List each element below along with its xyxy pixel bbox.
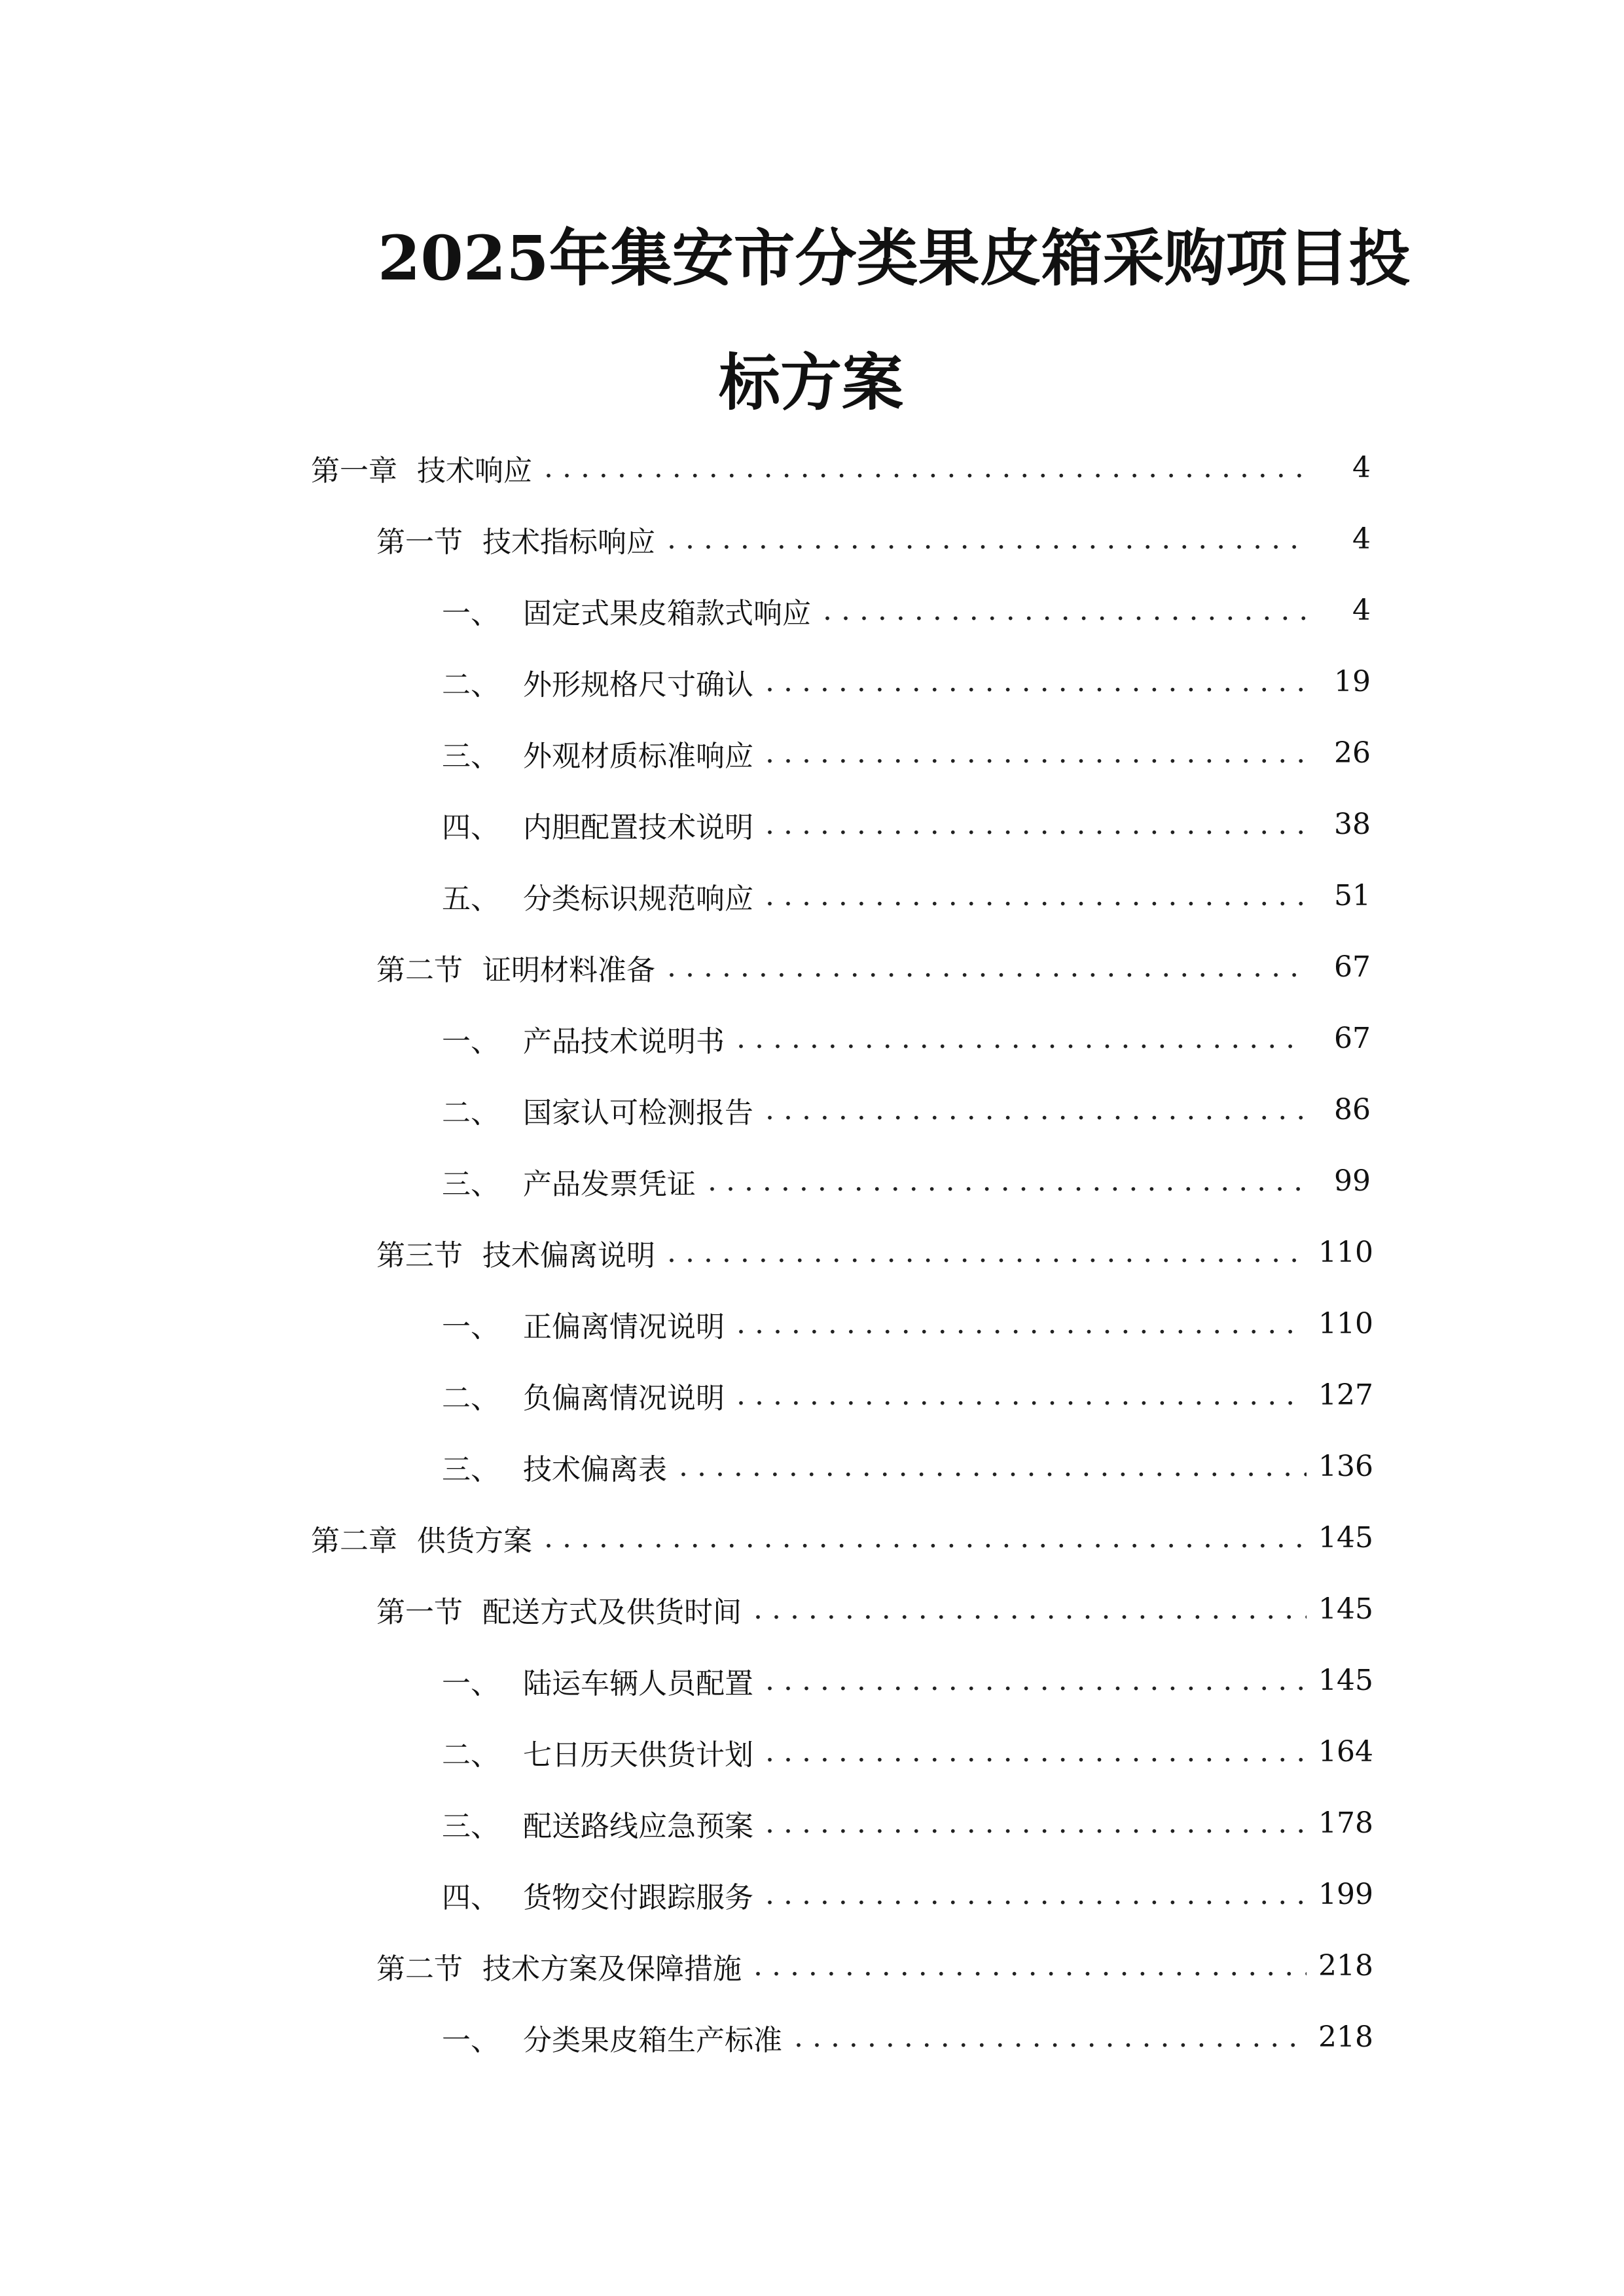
- document-title-line-1: 2025年集安市分类果皮箱采购项目投: [378, 223, 1411, 295]
- toc-entry-number: 第一章: [311, 454, 397, 488]
- toc-dot-leader: [679, 1450, 1307, 1483]
- toc-entry-page-number: 67: [1334, 1022, 1371, 1055]
- toc-dot-leader: [765, 1878, 1307, 1911]
- toc-entry-page-number: 19: [1334, 665, 1371, 698]
- toc-dot-leader: [765, 1664, 1307, 1697]
- toc-entry-number: 第一节: [376, 1595, 463, 1629]
- toc-dot-leader: [753, 1949, 1307, 1982]
- toc-entry-number: 一、: [442, 1310, 499, 1344]
- toc-dot-leader: [544, 1521, 1307, 1554]
- toc-entry-number: 四、: [442, 810, 499, 844]
- toc-entry-label: 分类果皮箱生产标准: [523, 2023, 782, 2057]
- document-title-line-2: 标方案: [719, 347, 904, 419]
- toc-entry-label: 配送方式及供货时间: [482, 1595, 742, 1629]
- toc-dot-leader: [708, 1164, 1307, 1198]
- toc-entry[interactable]: [0, 1502, 1624, 1573]
- toc-entry-page-number: 110: [1318, 1236, 1373, 1269]
- toc-dot-leader: [544, 451, 1307, 484]
- toc-entry-page-number: 99: [1334, 1164, 1371, 1198]
- toc-entry-label: 外形规格尺寸确认: [523, 668, 753, 702]
- toc-entry-label: 技术响应: [417, 454, 532, 488]
- toc-entry-label: 正偏离情况说明: [523, 1310, 725, 1344]
- toc-entry-page-number: 145: [1318, 1664, 1373, 1697]
- toc-entry-label: 七日历天供货计划: [523, 1738, 753, 1772]
- toc-entry[interactable]: [0, 1359, 1624, 1431]
- toc-entry-number: 二、: [442, 1381, 499, 1415]
- toc-entry[interactable]: [0, 1217, 1624, 1288]
- toc-entry[interactable]: [0, 1573, 1624, 1645]
- toc-dot-leader: [667, 950, 1307, 984]
- toc-dot-leader: [794, 2020, 1307, 2054]
- toc-dot-leader: [736, 1307, 1307, 1340]
- toc-entry-page-number: 199: [1318, 1878, 1373, 1911]
- toc-entry[interactable]: [0, 1645, 1624, 1716]
- toc-entry-number: 二、: [442, 1738, 499, 1772]
- toc-dot-leader: [667, 1236, 1307, 1269]
- toc-entry[interactable]: [0, 789, 1624, 860]
- toc-entry-number: 第一节: [376, 525, 463, 559]
- toc-entry-number: 二、: [442, 668, 499, 702]
- toc-entry[interactable]: [0, 1716, 1624, 1787]
- toc-entry-page-number: 26: [1334, 736, 1371, 770]
- toc-entry-label: 外观材质标准响应: [523, 739, 753, 773]
- toc-dot-leader: [736, 1378, 1307, 1412]
- toc-entry-page-number: 218: [1318, 1949, 1373, 1982]
- toc-entry-label: 技术方案及保障措施: [482, 1952, 742, 1986]
- toc-entry-number: 一、: [442, 596, 499, 630]
- toc-entry-page-number: 145: [1318, 1521, 1373, 1554]
- toc-entry-number: 一、: [442, 1666, 499, 1700]
- toc-entry[interactable]: [0, 1431, 1624, 1502]
- toc-entry-page-number: 136: [1318, 1450, 1373, 1483]
- toc-entry-page-number: 178: [1318, 1806, 1373, 1840]
- toc-entry-page-number: 86: [1334, 1093, 1371, 1126]
- toc-entry[interactable]: [0, 432, 1624, 503]
- toc-dot-leader: [753, 1592, 1307, 1626]
- toc-entry-number: 三、: [442, 1452, 499, 1486]
- toc-entry-label: 技术偏离表: [523, 1452, 667, 1486]
- toc-entry-label: 负偏离情况说明: [523, 1381, 725, 1415]
- toc-entry-page-number: 127: [1318, 1378, 1373, 1412]
- toc-entry-number: 一、: [442, 2023, 499, 2057]
- toc-entry-label: 分类标识规范响应: [523, 882, 753, 916]
- toc-entry-page-number: 4: [1352, 522, 1371, 556]
- toc-entry-number: 第三节: [376, 1238, 463, 1272]
- toc-entry-number: 第二节: [376, 953, 463, 987]
- toc-entry[interactable]: [0, 1859, 1624, 1930]
- toc-entry-label: 陆运车辆人员配置: [523, 1666, 753, 1700]
- toc-entry[interactable]: [0, 1288, 1624, 1359]
- toc-entry-number: 第二节: [376, 1952, 463, 1986]
- toc-entry-page-number: 164: [1318, 1735, 1373, 1768]
- toc-entry-number: 第二章: [311, 1524, 397, 1558]
- toc-entry-page-number: 4: [1352, 594, 1371, 627]
- toc-entry-label: 供货方案: [417, 1524, 532, 1558]
- table-of-contents: [0, 432, 1624, 2073]
- toc-entry[interactable]: [0, 717, 1624, 789]
- toc-entry[interactable]: [0, 1003, 1624, 1074]
- toc-entry-number: 二、: [442, 1096, 499, 1130]
- toc-entry-number: 三、: [442, 1809, 499, 1843]
- toc-entry-number: 一、: [442, 1024, 499, 1058]
- toc-entry-page-number: 67: [1334, 950, 1371, 984]
- toc-entry[interactable]: [0, 2001, 1624, 2073]
- toc-entry-label: 产品发票凭证: [523, 1167, 696, 1201]
- toc-entry[interactable]: [0, 860, 1624, 931]
- toc-entry-number: 四、: [442, 1880, 499, 1914]
- toc-entry-number: 三、: [442, 1167, 499, 1201]
- toc-dot-leader: [667, 522, 1307, 556]
- toc-entry-page-number: 38: [1334, 808, 1371, 841]
- toc-entry-number: 三、: [442, 739, 499, 773]
- toc-entry-page-number: 145: [1318, 1592, 1373, 1626]
- document-title: [0, 196, 1624, 445]
- toc-dot-leader: [765, 879, 1307, 912]
- toc-entry-label: 国家认可检测报告: [523, 1096, 753, 1130]
- toc-dot-leader: [765, 1806, 1307, 1840]
- toc-dot-leader: [736, 1022, 1307, 1055]
- toc-entry-number: 五、: [442, 882, 499, 916]
- toc-entry[interactable]: [0, 503, 1624, 575]
- toc-entry[interactable]: [0, 931, 1624, 1003]
- toc-entry-page-number: 51: [1334, 879, 1371, 912]
- toc-dot-leader: [823, 594, 1307, 627]
- toc-entry[interactable]: [0, 1930, 1624, 2001]
- toc-entry-page-number: 4: [1352, 451, 1371, 484]
- toc-dot-leader: [765, 808, 1307, 841]
- toc-dot-leader: [765, 1093, 1307, 1126]
- toc-entry[interactable]: [0, 575, 1624, 646]
- toc-entry-label: 技术偏离说明: [482, 1238, 655, 1272]
- toc-entry[interactable]: [0, 1145, 1624, 1217]
- toc-entry-label: 货物交付跟踪服务: [523, 1880, 753, 1914]
- toc-entry-label: 技术指标响应: [482, 525, 655, 559]
- toc-entry-label: 证明材料准备: [482, 953, 655, 987]
- toc-entry[interactable]: [0, 1074, 1624, 1145]
- toc-dot-leader: [765, 736, 1307, 770]
- toc-entry-label: 产品技术说明书: [523, 1024, 725, 1058]
- toc-dot-leader: [765, 665, 1307, 698]
- toc-entry[interactable]: [0, 646, 1624, 717]
- toc-entry-page-number: 110: [1318, 1307, 1373, 1340]
- toc-entry-page-number: 218: [1318, 2020, 1373, 2054]
- toc-entry[interactable]: [0, 1787, 1624, 1859]
- toc-dot-leader: [765, 1735, 1307, 1768]
- toc-entry-label: 配送路线应急预案: [523, 1809, 753, 1843]
- toc-entry-label: 内胆配置技术说明: [523, 810, 753, 844]
- toc-entry-label: 固定式果皮箱款式响应: [523, 596, 811, 630]
